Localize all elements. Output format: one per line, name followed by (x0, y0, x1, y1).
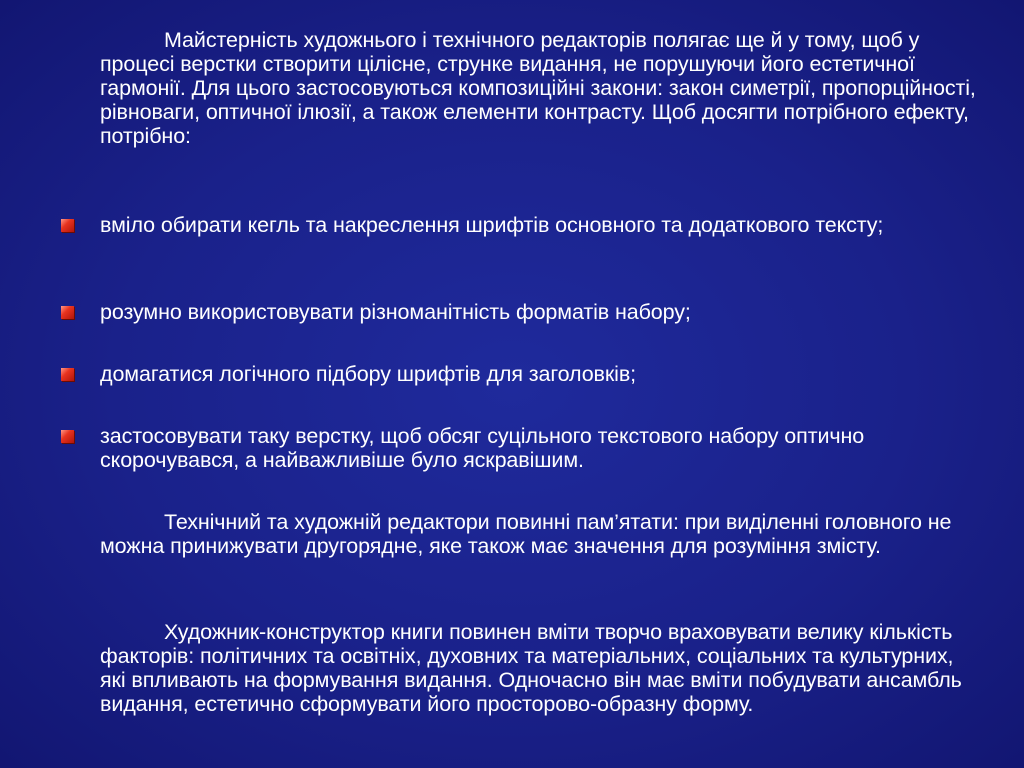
red-square-bullet-icon (61, 219, 74, 232)
list-item (100, 213, 980, 237)
bullet-text: розумно використовувати різноманітність форматів набору; (100, 300, 691, 324)
paragraph-3: Художник-конструктор книги повинен вміти творчо враховувати велику кількість факторів: політичних та освітніх, духовних та матеріальних, соціальних та культурних, які впливають на формування видання. Одночасно він має вміти побудувати ансамбль видання, естетично сформувати його просторово-образну форму. (100, 620, 962, 716)
red-square-bullet-icon (61, 306, 74, 319)
list-item (100, 300, 980, 324)
list-item (100, 424, 980, 472)
bullet-text: застосовувати таку верстку, щоб обсяг суцільного текстового набору оптично скорочувався, а найважливіше було яскравішим. (100, 424, 865, 472)
red-square-bullet-icon (61, 368, 74, 381)
paragraph-2: Технічний та художній редактори повинні пам’ятати: при виділенні головного не можна принижувати другорядне, яке також має значення для розуміння змісту. (100, 510, 952, 558)
bullet-text: вміло обирати кегль та накреслення шрифтів основного та додаткового тексту; (100, 213, 884, 237)
bullet-text: домагатися логічного підбору шрифтів для заголовків; (100, 362, 637, 386)
red-square-bullet-icon (61, 430, 74, 443)
list-item (100, 362, 980, 386)
intro-paragraph: Майстерність художнього і технічного редакторів полягає ще й у тому, щоб у процесі верстки створити цілісне, струнке видання, не порушуючи його естетичної гармонії. Для цього застосовуються композиційні закони: закон симетрії, пропорційності, рівноваги, оптичної ілюзії, а також елементи контрасту. Щоб досягти потрібного ефекту, потрібно: (100, 28, 976, 148)
